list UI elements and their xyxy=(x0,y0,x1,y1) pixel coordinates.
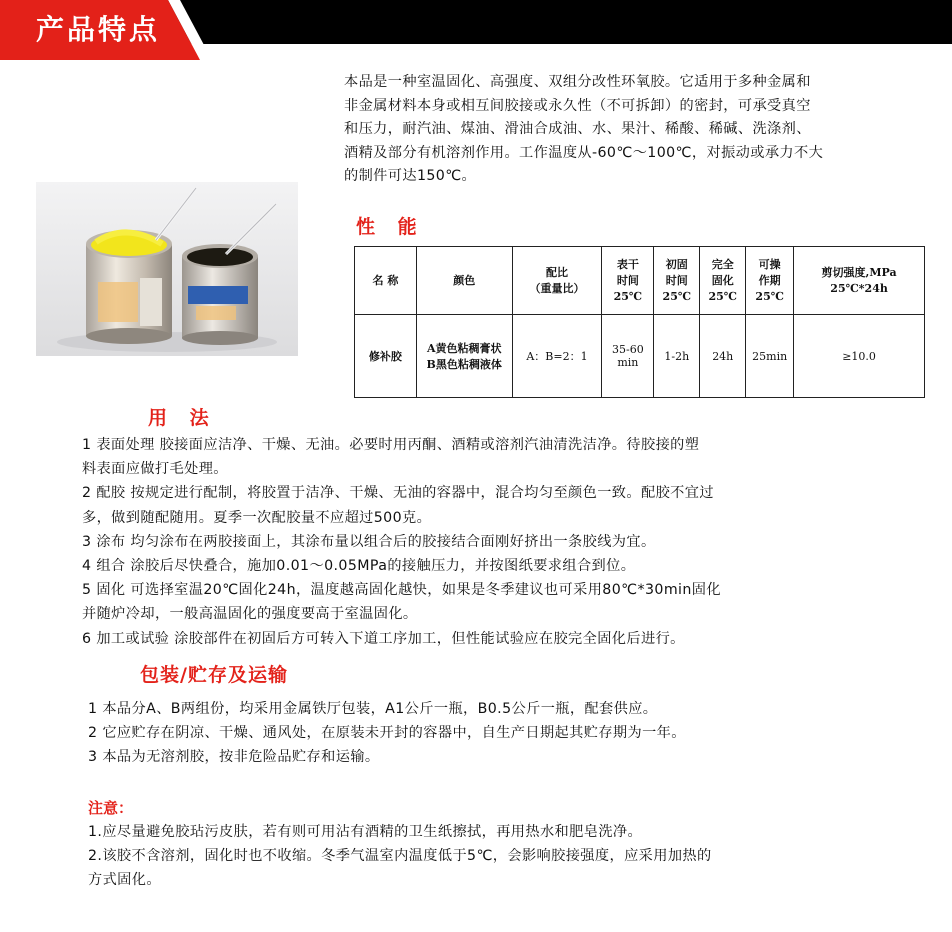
header-cell-pot-life: 可操 作期 25℃ xyxy=(746,247,794,315)
usage-heading: 用 法 xyxy=(148,407,217,429)
header-cell-name: 名 称 xyxy=(355,247,417,315)
cell-pot-life: 25min xyxy=(746,315,794,398)
intro-line: 本品是一种室温固化、高强度、双组分改性环氧胶。它适用于多种金属和 xyxy=(344,74,811,90)
usage-line: 并随炉冷却，一般高温固化的强度要高于室温固化。 xyxy=(82,606,418,623)
table-header-row xyxy=(355,247,925,315)
note-line: 方式固化。 xyxy=(88,872,161,889)
note-line: 2.该胶不含溶剂，固化时也不收缩。冬季气温室内温度低于5℃，会影响胶接强度，应采用加热的 xyxy=(88,848,712,865)
header-cell-surface-dry: 表干 时间 25℃ xyxy=(602,247,654,315)
cell-color: A黄色粘稠膏状 B黑色粘稠液体 xyxy=(416,315,512,398)
intro-line: 和压力，耐汽油、煤油、滑油合成油、水、果汁、稀酸、稀碱、洗涤剂、 xyxy=(344,121,811,137)
intro-line: 的制件可达150℃。 xyxy=(344,168,477,184)
cell-full-cure: 24h xyxy=(700,315,746,398)
performance-heading: 性 能 xyxy=(356,216,425,238)
header-cell-shear-strength: 剪切强度,MPa 25℃*24h xyxy=(794,247,925,315)
header-cell-initial-cure: 初固 时间 25℃ xyxy=(654,247,700,315)
intro-paragraph xyxy=(344,71,939,189)
header-cell-color: 颜色 xyxy=(416,247,512,315)
notes-section xyxy=(88,820,712,893)
intro-line: 酒精及部分有机溶剂作用。工作温度从-60℃～100℃，对振动或承力不大 xyxy=(344,144,824,161)
usage-line: 多，做到随配随用。夏季一次配胶量不应超过500克。 xyxy=(82,509,432,526)
usage-line: 2 配胶 按规定进行配制，将胶置于洁净、干燥、无油的容器中，混合均匀至颜色一致。配胶不宜过 xyxy=(82,485,714,502)
usage-line: 1 表面处理 胶接面应洁净、干燥、无油。必要时用丙酮、酒精或溶剂汽油清洗洁净。待胶接的塑 xyxy=(82,437,700,453)
page-title: 产品特点 xyxy=(36,13,161,46)
usage-line: 3 涂布 均匀涂布在两胶接面上，其涂布量以组合后的胶接结合面刚好挤出一条胶线为宜。 xyxy=(82,533,656,550)
notes-label: 注意： xyxy=(88,799,134,817)
packaging-line: 3 本品为无溶剂胶，按非危险品贮存和运输。 xyxy=(88,749,380,766)
product-cans-image xyxy=(36,182,298,356)
packaging-line: 2 它应贮存在阴凉、干燥、通风处，在原装未开封的容器中，自生产日期起其贮存期为一年。 xyxy=(88,725,686,742)
cell-surface-dry: 35-60 min xyxy=(602,315,654,398)
product-photo xyxy=(36,182,298,356)
packaging-line: 1 本品分A、B两组份，均采用金属铁厅包装，A1公斤一瓶，B0.5公斤一瓶，配套供应。 xyxy=(88,701,658,717)
cell-ratio: A：B=2：1 xyxy=(512,315,602,398)
packaging-section xyxy=(88,697,686,770)
usage-section xyxy=(82,433,721,651)
intro-line: 非金属材料本身或相互间胶接或永久性（不可拆卸）的密封，可承受真空 xyxy=(344,97,811,114)
packaging-heading: 包装/贮存及运输 xyxy=(140,664,288,686)
performance-table xyxy=(354,246,925,398)
header-cell-full-cure: 完全 固化 25℃ xyxy=(700,247,746,315)
usage-line: 5 固化 可选择室温20℃固化24h，温度越高固化越快，如果是冬季建议也可采用80℃*30min固化 xyxy=(82,582,721,599)
cell-initial-cure: 1-2h xyxy=(654,315,700,398)
note-line: 1.应尽量避免胶玷污皮肤，若有则可用沾有酒精的卫生纸擦拭，再用热水和肥皂洗净。 xyxy=(88,824,643,840)
usage-line: 4 组合 涂胶后尽快叠合，施加0.01～0.05MPa的接触压力，并按图纸要求组合到位。 xyxy=(82,558,636,575)
usage-line: 6 加工或试验 涂胶部件在初固后方可转入下道工序加工，但性能试验应在胶完全固化后进行。 xyxy=(82,630,685,647)
table-row xyxy=(355,315,925,398)
header-cell-ratio: 配比 （重量比） xyxy=(512,247,602,315)
cell-shear-strength: ≥10.0 xyxy=(794,315,925,398)
header-banner xyxy=(0,0,952,62)
usage-line: 料表面应做打毛处理。 xyxy=(82,461,228,478)
cell-name: 修补胶 xyxy=(355,315,417,398)
